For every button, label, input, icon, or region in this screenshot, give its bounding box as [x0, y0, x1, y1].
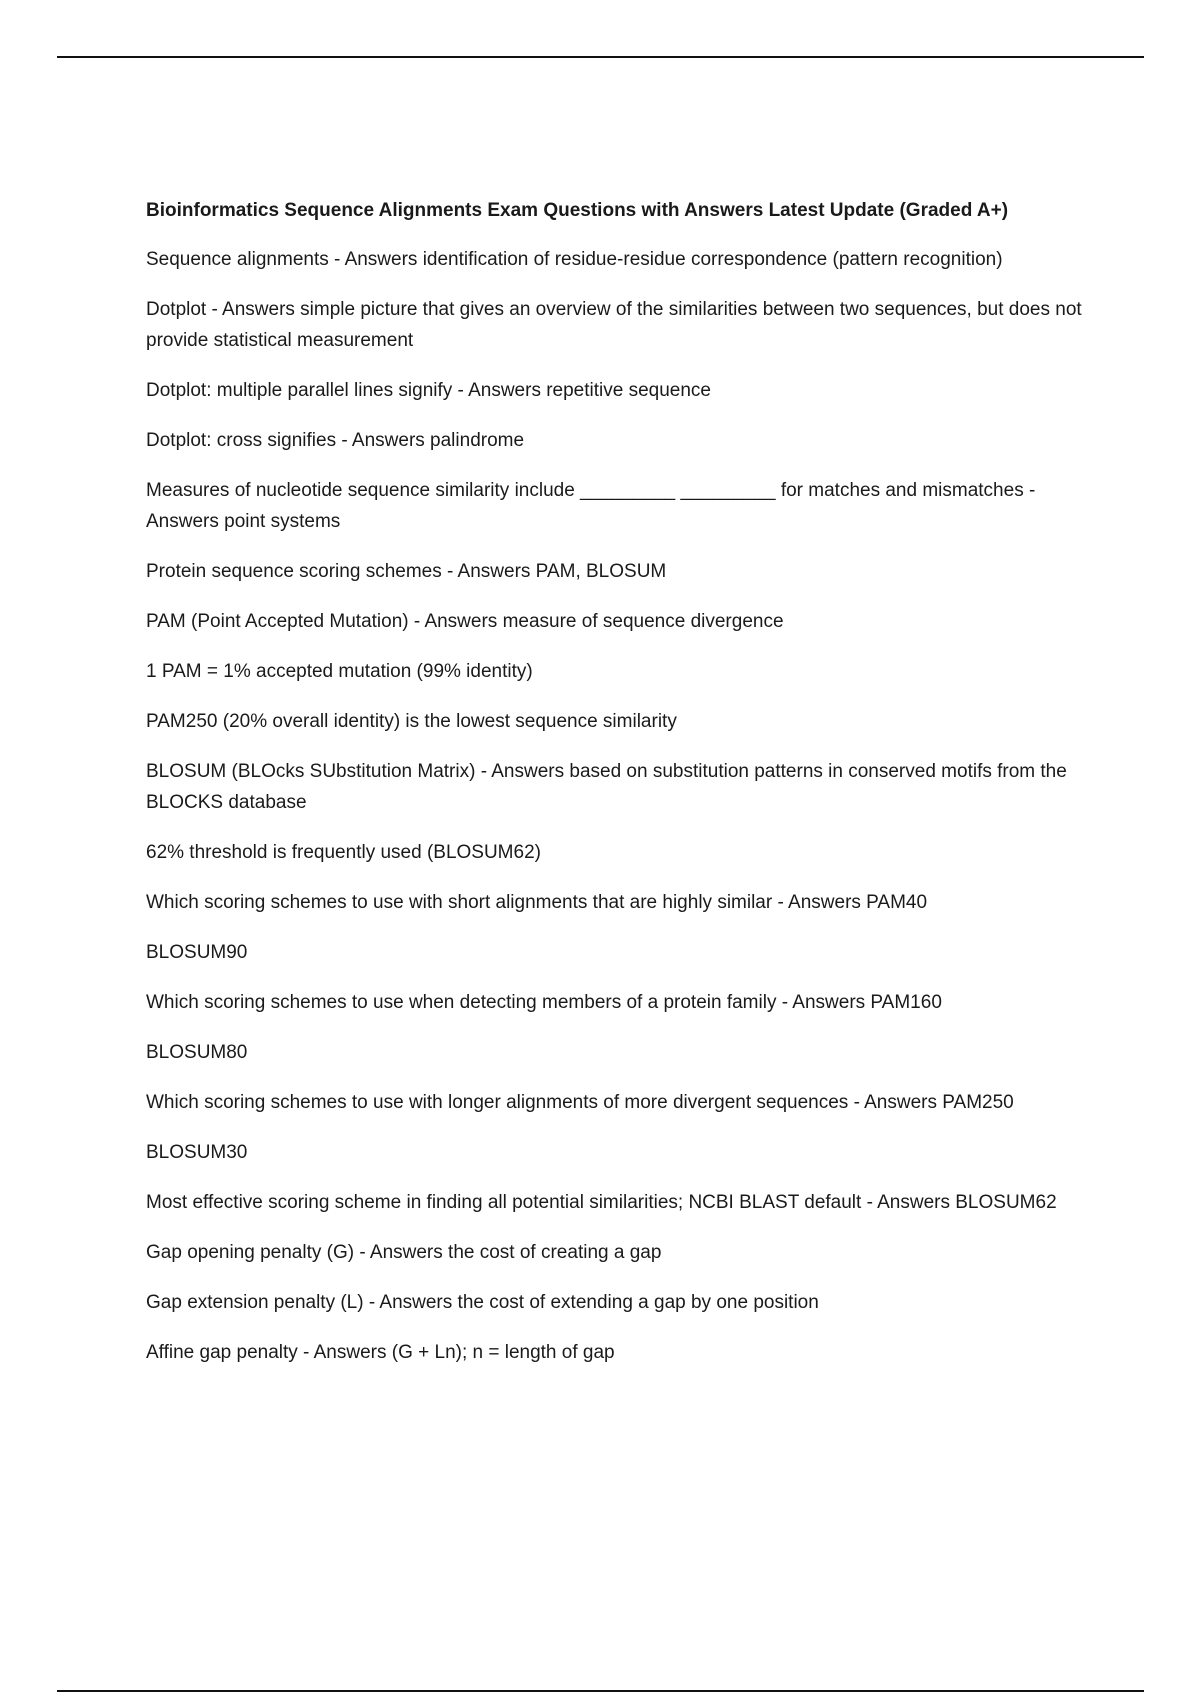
qa-entry: Dotplot: cross signifies - Answers palindrome	[146, 430, 525, 451]
document-title: Bioinformatics Sequence Alignments Exam Questions with Answers Latest Update (Graded A+)	[146, 200, 1009, 221]
qa-entry: BLOSUM30	[146, 1142, 248, 1163]
header-rule	[57, 56, 1144, 58]
qa-entry: Affine gap penalty - Answers (G + Ln); n = length of gap	[146, 1342, 615, 1363]
qa-entry: Gap extension penalty (L) - Answers the cost of extending a gap by one position	[146, 1292, 819, 1313]
footer-rule	[57, 1690, 1144, 1692]
qa-entry: 1 PAM = 1% accepted mutation (99% identity)	[146, 661, 533, 682]
qa-entry: Which scoring schemes to use with longer alignments of more divergent sequences - Answers PAM250	[146, 1092, 1014, 1113]
qa-entry: Protein sequence scoring schemes - Answers PAM, BLOSUM	[146, 561, 667, 582]
qa-entry: Dotplot - Answers simple picture that gives an overview of the similarities between two sequences, but does not provide statistical measurement	[146, 299, 1082, 351]
qa-entry: 62% threshold is frequently used (BLOSUM62)	[146, 842, 541, 863]
document-body	[146, 197, 1086, 1387]
qa-entry: Most effective scoring scheme in finding all potential similarities; NCBI BLAST default - Answers BLOSUM62	[146, 1192, 1057, 1213]
qa-entry: Which scoring schemes to use when detecting members of a protein family - Answers PAM160	[146, 992, 942, 1013]
qa-entry: Which scoring schemes to use with short alignments that are highly similar - Answers PAM40	[146, 892, 928, 913]
qa-entry: Measures of nucleotide sequence similarity include _________ _________ for matches and mismatches - Answers point systems	[146, 480, 1036, 532]
qa-entry: Gap opening penalty (G) - Answers the cost of creating a gap	[146, 1242, 662, 1263]
qa-entry: Dotplot: multiple parallel lines signify - Answers repetitive sequence	[146, 380, 711, 401]
qa-entry: Sequence alignments - Answers identification of residue-residue correspondence (pattern recognition)	[146, 249, 1003, 270]
qa-entry: BLOSUM90	[146, 942, 248, 963]
qa-entry: PAM250 (20% overall identity) is the lowest sequence similarity	[146, 711, 677, 732]
qa-entry: BLOSUM80	[146, 1042, 248, 1063]
qa-entry: PAM (Point Accepted Mutation) - Answers measure of sequence divergence	[146, 611, 784, 632]
qa-entry: BLOSUM (BLOcks SUbstitution Matrix) - Answers based on substitution patterns in conserved motifs from the BLOCKS database	[146, 761, 1067, 813]
